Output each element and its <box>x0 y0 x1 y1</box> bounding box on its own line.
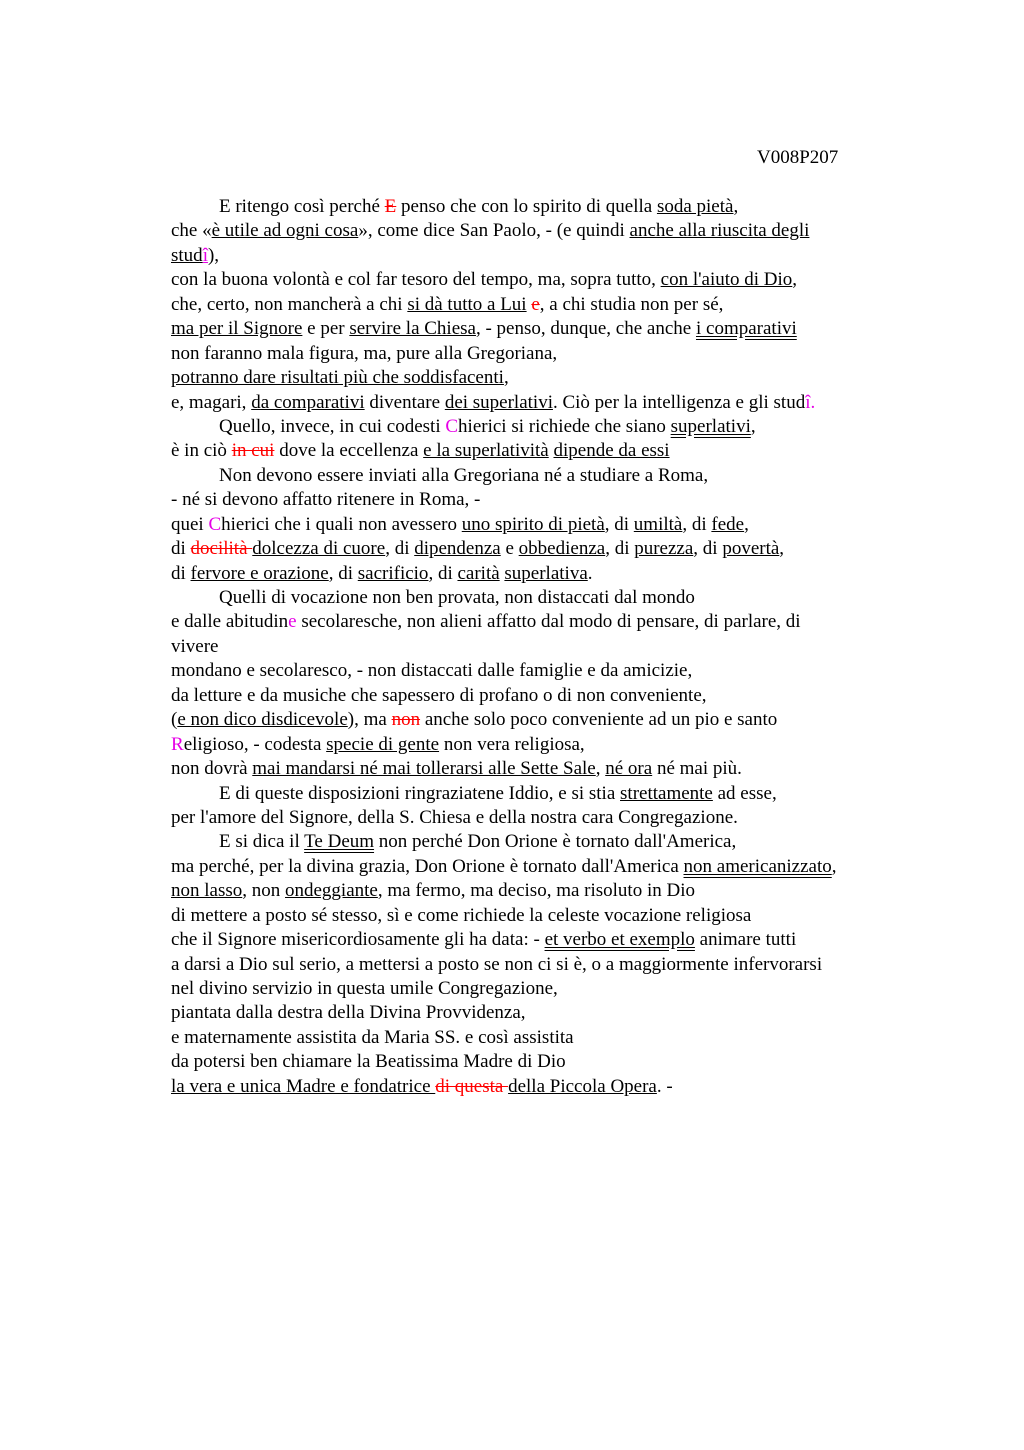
text-segment: dove la eccellenza <box>274 440 424 462</box>
text-segment: di <box>171 538 191 560</box>
text-segment: piantata dalla destra della Divina Provvidenza, <box>171 1002 526 1024</box>
text-segment: , di <box>385 538 415 560</box>
text-line <box>171 659 911 683</box>
text-line <box>171 537 911 561</box>
deleted-text: e <box>531 293 540 315</box>
underlined-text: fervore e orazione <box>190 562 329 584</box>
text-segment: che « <box>171 220 212 242</box>
text-segment: , <box>503 367 509 389</box>
text-segment: E ritengo così perché <box>219 196 385 217</box>
deleted-text: in cui <box>231 440 275 462</box>
text-segment: Quello, invece, in cui codesti <box>219 415 446 437</box>
text-segment: , - penso, dunque, che anche <box>475 318 696 340</box>
deleted-text: docilità <box>190 538 253 560</box>
text-line <box>171 977 911 1001</box>
text-line <box>171 513 911 537</box>
underlined-text: si dà tutto a Lui <box>407 293 527 315</box>
text-segment: anche solo poco conveniente ad un pio e santo <box>420 709 778 731</box>
text-line <box>171 733 911 757</box>
text-segment: , di <box>605 538 635 560</box>
underlined-text: ma per il Signore <box>171 318 303 340</box>
text-segment: non perché Don Orione è tornato dall'America, <box>374 831 737 853</box>
text-segment: quei <box>171 513 209 535</box>
underlined-text: stud <box>171 244 203 266</box>
text-segment: . Ciò per la intelligenza e gli stud <box>552 391 806 413</box>
text-segment: , di <box>328 562 358 584</box>
text-line <box>171 830 911 854</box>
text-segment: , <box>733 196 739 217</box>
text-segment: , a chi studia non per sé, <box>539 293 724 315</box>
text-segment: secolaresche, non alieni affatto dal modo di pensare, di parlare, di <box>296 611 801 633</box>
page-identifier: V008P207 <box>757 147 839 168</box>
underlined-text: fede <box>711 513 745 535</box>
text-segment: ( <box>171 709 178 731</box>
text-line <box>171 610 911 634</box>
underlined-text: carità <box>457 562 500 584</box>
underlined-text: umiltà <box>633 513 683 535</box>
text-segment: di <box>171 562 191 584</box>
text-segment: Quelli di vocazione non ben provata, non distaccati dal mondo <box>219 587 695 608</box>
deleted-text: E <box>384 196 397 217</box>
text-line <box>171 1001 911 1025</box>
text-line <box>171 415 911 439</box>
text-line <box>171 293 911 317</box>
underlined-text: e non dico disdicevole <box>177 709 348 731</box>
underlined-text: e la superlatività <box>423 440 549 462</box>
text-segment: mondano e secolaresco, - non distaccati dalle famiglie e da amicizie, <box>171 660 693 682</box>
underlined-text: non lasso <box>171 880 243 902</box>
text-line <box>171 855 911 879</box>
text-segment: - né si devono affatto ritenere in Roma, - <box>171 489 481 511</box>
text-line <box>171 391 911 415</box>
text-segment: , non <box>242 880 285 902</box>
text-segment: e dalle abitudin <box>171 611 289 633</box>
text-segment: . <box>587 562 593 584</box>
underlined-text: sacrificio <box>357 562 429 584</box>
underlined-text: uno spirito di pietà <box>461 513 605 535</box>
double-underlined-text: i comparativi <box>695 318 797 340</box>
text-segment: né mai più. <box>652 758 742 780</box>
text-segment: e maternamente assistita da Maria SS. e così assistita <box>171 1026 574 1048</box>
text-line <box>171 757 911 781</box>
text-line <box>171 439 911 463</box>
underlined-text: della Piccola Opera <box>508 1075 657 1097</box>
text-segment: , <box>779 538 785 560</box>
text-line <box>171 782 911 806</box>
text-segment: , <box>750 415 756 437</box>
underlined-text: mai mandarsi né mai tollerarsi alle Sette Sale <box>252 758 596 780</box>
text-line <box>171 708 911 732</box>
text-segment: hierici che i quali non avessero <box>221 513 462 535</box>
text-segment: per l'amore del Signore, della S. Chiesa e della nostra cara Congregazione. <box>171 806 738 828</box>
text-line <box>171 488 911 512</box>
text-segment: con la buona volontà e col far tesoro del tempo, ma, sopra tutto, <box>171 269 661 291</box>
text-segment: E si dica il <box>219 831 305 853</box>
text-segment: , di <box>693 538 723 560</box>
inserted-letter: . <box>810 391 816 413</box>
text-segment: nel divino servizio in questa umile Congregazione, <box>171 978 558 999</box>
text-segment: e, magari, <box>171 391 252 413</box>
underlined-text: con l'aiuto di Dio <box>660 269 793 291</box>
text-segment: penso che con lo spirito di quella <box>396 196 657 217</box>
underlined-text: purezza <box>634 538 694 560</box>
underlined-text: strettamente <box>620 782 713 804</box>
text-line <box>171 879 911 903</box>
underlined-text: né ora <box>605 758 653 780</box>
text-line <box>171 586 911 610</box>
text-segment: . - <box>656 1075 673 1097</box>
inserted-letter: C <box>445 415 459 437</box>
underlined-text: anche alla riuscita degli <box>629 220 810 242</box>
text-line <box>171 464 911 488</box>
text-line <box>171 953 911 977</box>
text-line <box>171 342 911 366</box>
text-segment: non dovrà <box>171 758 253 780</box>
text-segment: e per <box>302 318 350 340</box>
manuscript-transcription <box>171 195 911 1099</box>
text-segment: che, certo, non mancherà a chi <box>171 293 408 315</box>
text-segment: », come dice San Paolo, - (e quindi <box>358 220 630 242</box>
text-segment: di mettere a posto sé stesso, sì e come richiede la celeste vocazione religiosa <box>171 904 752 926</box>
text-segment: ), ma <box>347 709 392 731</box>
underlined-text: dipende da essi <box>553 440 670 462</box>
text-line <box>171 1075 911 1099</box>
text-line <box>171 635 911 659</box>
text-line <box>171 562 911 586</box>
text-segment: che il Signore misericordiosamente gli ha data: - <box>171 929 545 951</box>
text-segment: , di <box>428 562 458 584</box>
underlined-text: la vera e unica Madre e fondatrice <box>171 1075 436 1097</box>
text-segment: ), <box>207 244 220 266</box>
text-line <box>171 904 911 928</box>
text-line <box>171 1026 911 1050</box>
text-segment: , <box>792 269 798 291</box>
underlined-text: ondeggiante <box>285 880 378 902</box>
text-segment: , di <box>604 513 634 535</box>
text-segment: da potersi ben chiamare la Beatissima Madre di Dio <box>171 1051 566 1073</box>
underlined-text: dei superlativi <box>444 391 553 413</box>
text-line <box>171 268 911 292</box>
underlined-text: da comparativi <box>251 391 365 413</box>
underlined-text: servire la Chiesa <box>349 318 476 340</box>
underlined-text: dipendenza <box>414 538 501 560</box>
text-segment: e <box>500 538 519 560</box>
deleted-text: non <box>391 709 421 731</box>
text-line <box>171 684 911 708</box>
double-underlined-text: non americanizzato <box>683 855 832 877</box>
text-line <box>171 195 911 219</box>
text-segment: animare tutti <box>694 929 797 951</box>
text-segment: hierici si richiede che siano <box>458 415 671 437</box>
text-segment: è in ciò <box>171 440 232 462</box>
double-underlined-text: superlativi <box>670 415 751 437</box>
text-segment: Non devono essere inviati alla Gregoriana né a studiare a Roma, <box>219 464 709 486</box>
text-segment: non vera religiosa, <box>439 733 585 755</box>
text-segment: diventare <box>364 391 445 413</box>
text-segment: ad esse, <box>712 782 777 804</box>
text-segment: eligioso, - codesta <box>183 733 327 755</box>
inserted-letter: e <box>288 611 297 633</box>
text-segment: da letture e da musiche che sapessero di profano o di non conveniente, <box>171 684 707 706</box>
text-line <box>171 806 911 830</box>
text-line <box>171 1050 911 1074</box>
text-segment: ma perché, per la divina grazia, Don Orione è tornato dall'America <box>171 855 684 877</box>
text-line <box>171 219 911 243</box>
text-segment: , <box>831 855 837 877</box>
text-line <box>171 366 911 390</box>
text-segment: , <box>595 758 606 780</box>
underlined-text: soda pietà <box>656 196 734 217</box>
underlined-text: povertà <box>722 538 780 560</box>
underlined-text: è utile ad ogni cosa <box>211 220 359 242</box>
text-segment: , ma fermo, ma deciso, ma risoluto in Dio <box>377 880 695 902</box>
underlined-text: potranno dare risultati più che soddisfacenti <box>171 367 504 389</box>
underlined-text: î <box>202 244 208 266</box>
double-underlined-text: et verbo et exemplo <box>544 929 695 951</box>
text-line <box>171 244 911 268</box>
text-line <box>171 317 911 341</box>
deleted-text: di questa <box>435 1075 509 1097</box>
double-underlined-text: Te Deum <box>304 831 375 853</box>
inserted-letter: î <box>805 391 811 413</box>
text-segment: E di queste disposizioni ringraziatene Iddio, e si stia <box>219 782 621 804</box>
text-segment: non faranno mala figura, ma, pure alla Gregoriana, <box>171 342 558 364</box>
underlined-text: superlativa <box>504 562 588 584</box>
underlined-text: obbedienza <box>518 538 606 560</box>
underlined-text: dolcezza di cuore <box>252 538 386 560</box>
inserted-letter: C <box>208 513 222 535</box>
text-segment: vivere <box>171 635 219 657</box>
text-segment: a darsi a Dio sul serio, a mettersi a posto se non ci si è, o a maggiormente infervorarsi <box>171 953 823 975</box>
text-segment: , <box>744 513 749 535</box>
inserted-letter: R <box>171 733 184 755</box>
underlined-text: specie di gente <box>326 733 440 755</box>
text-segment: , di <box>682 513 712 535</box>
text-line <box>171 928 911 952</box>
